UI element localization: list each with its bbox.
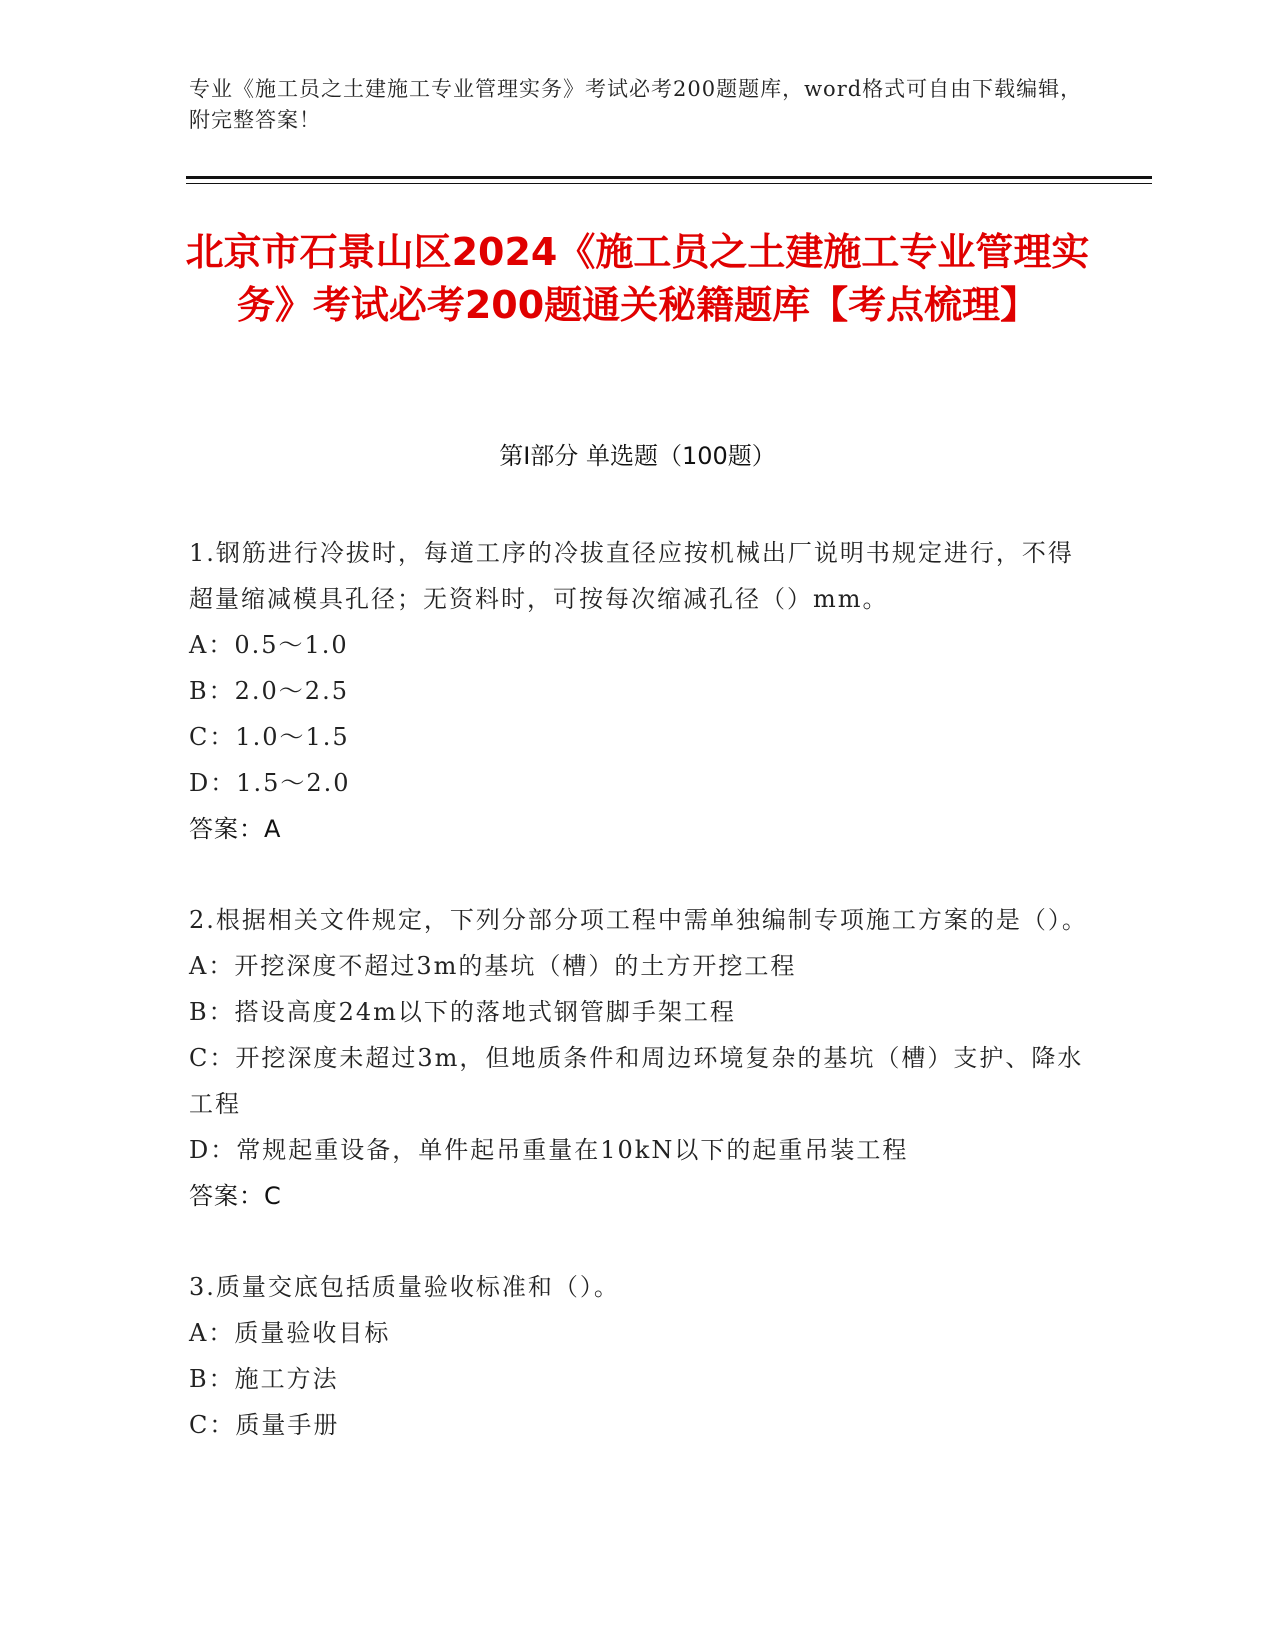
question-item bbox=[189, 1264, 1089, 1448]
question-stem: 2.根据相关文件规定，下列分部分项工程中需单独编制专项施工方案的是（）。 bbox=[189, 906, 1088, 934]
section-heading: 第I部分 单选题（100题） bbox=[499, 442, 776, 470]
question-item bbox=[189, 897, 1089, 1219]
option-c: C：质量手册 bbox=[189, 1411, 340, 1439]
header-note: 专业《施工员之土建施工专业管理实务》考试必考200题题库，word格式可自由下载编辑，附完整答案！ bbox=[189, 77, 1083, 132]
option-c: C：1.0～1.5 bbox=[189, 723, 350, 751]
header-divider-thick bbox=[186, 176, 1152, 179]
option-b: B：2.0～2.5 bbox=[189, 677, 349, 705]
option-a: A：开挖深度不超过3m的基坑（槽）的土方开挖工程 bbox=[189, 952, 797, 980]
option-d: D：1.5～2.0 bbox=[189, 769, 351, 797]
question-stem: 1.钢筋进行冷拔时，每道工序的冷拔直径应按机械出厂说明书规定进行，不得超量缩减模具孔径；无资料时，可按每次缩减孔径（）mm。 bbox=[189, 539, 1074, 613]
question-stem: 3.质量交底包括质量验收标准和（）。 bbox=[189, 1273, 620, 1301]
option-d: D：常规起重设备，单件起吊重量在10kN以下的起重吊装工程 bbox=[189, 1136, 909, 1164]
option-a: A：0.5～1.0 bbox=[189, 631, 349, 659]
answer: 答案：C bbox=[189, 1182, 282, 1210]
question-list bbox=[189, 530, 1089, 1493]
document-title: 北京市石景山区2024《施工员之土建施工专业管理实务》考试必考200题通关秘籍题库【考点梳理】 bbox=[185, 230, 1090, 327]
answer: 答案：A bbox=[189, 815, 282, 843]
option-c: C：开挖深度未超过3m，但地质条件和周边环境复杂的基坑（槽）支护、降水工程 bbox=[189, 1044, 1084, 1118]
header-divider-thin bbox=[186, 183, 1152, 184]
option-b: B：搭设高度24m以下的落地式钢管脚手架工程 bbox=[189, 998, 736, 1026]
option-a: A：质量验收目标 bbox=[189, 1319, 391, 1347]
option-b: B：施工方法 bbox=[189, 1365, 339, 1393]
question-item bbox=[189, 530, 1089, 852]
